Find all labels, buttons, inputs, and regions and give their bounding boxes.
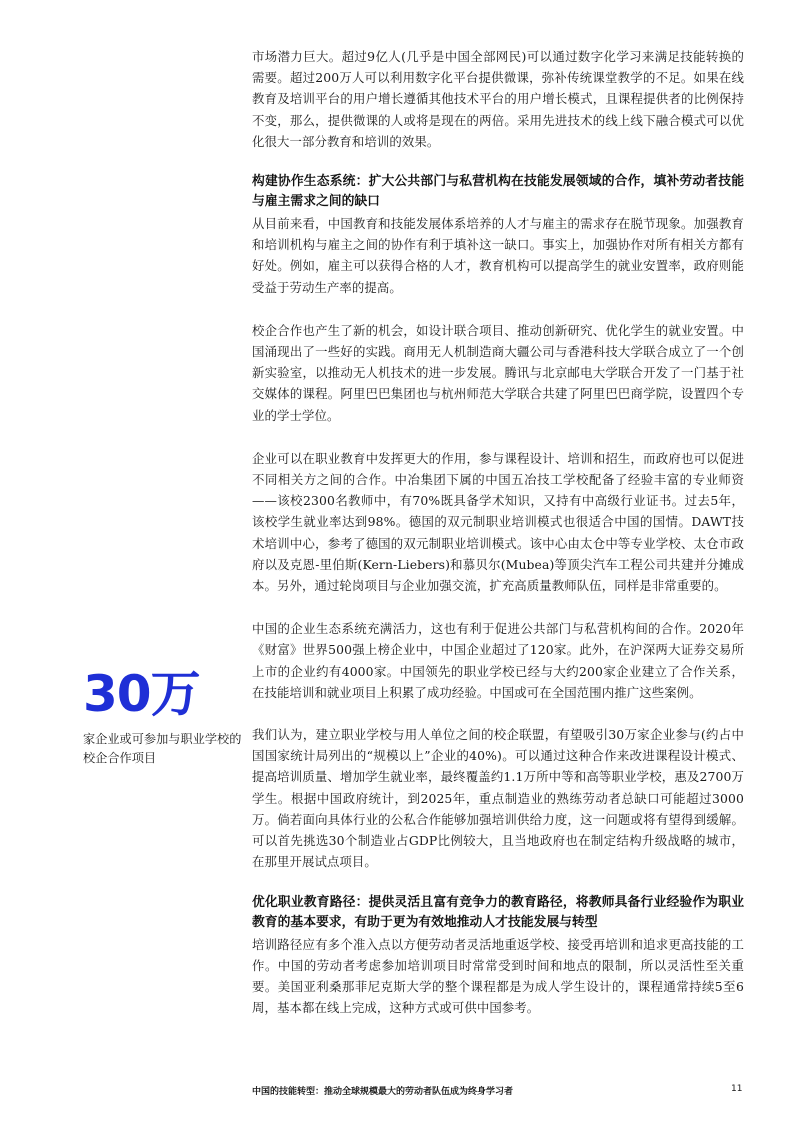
sidebar-stat-callout [83, 666, 243, 768]
main-text-column [252, 46, 744, 1018]
footer-page-number: 11 [731, 1084, 743, 1094]
paragraph-school-enterprise: 校企合作也产生了新的机会，如设计联合项目、推动创新研究、优化学生的就业安置。中国涌现出了一些好的实践。商用无人机制造商大疆公司与香港科技大学联合成立了一个创新实验室，以推动无人机技术的进一步发展。腾讯与北京邮电大学联合开发了一门基于社交媒体的课程。阿里巴巴集团也与杭州师范大学联合共建了阿里巴巴商学院，设置四个专业的学士学位。 [252, 322, 744, 423]
stat-caption: 家企业或可参加与职业学校的校企合作项目 [83, 732, 242, 765]
paragraph-enterprise-role: 企业可以在职业教育中发挥更大的作用，参与课程设计、培训和招生，而政府也可以促进不同相关方之间的合作。中冶集团下属的中国五冶技工学校配备了经验丰富的专业师资——该校2300名教师中，有70%既具备学术知识，又持有中高级行业证书。过去5年，该校学生就业率达到98%。德国的双元制职业培训模式也很适合中国的国情。DAWT技术培训中心，参考了德国的双元制职业培训模式。该中心由太仓中等专业学校、太仓市政府以及克恩-里伯斯(Kern-Liebers)和慕贝尔(Mubea)等顶尖汽车工程公司共建并分摊成本。另外，通过轮岗项目与企业加强交流，扩充高质量教师队伍，同样是非常重要的。 [252, 450, 744, 594]
paragraph-collaboration: 从目前来看，中国教育和技能发展体系培养的人才与雇主的需求存在脱节现象。加强教育和培训机构与雇主之间的协作有利于填补这一缺口。事实上，加强协作对所有相关方都有好处。例如，雇主可以获得合格的人才，教育机构可以提高学生的就业安置率，政府则能受益于劳动生产率的提高。 [252, 216, 744, 295]
paragraph-enterprise-ecosystem: 中国的企业生态系统充满活力，这也有利于促进公共部门与私营机构间的合作。2020年《财富》世界500强上榜企业中，中国企业超过了120家。此外，在沪深两大证券交易所上市的企业约有4000家。中国领先的职业学校已经与大约200家企业建立了合作关系，在技能培训和就业项目上积累了成功经验。中国或可在全国范围内推广这些案例。 [252, 621, 744, 700]
footer-report-title: 中国的技能转型：推动全球规模最大的劳动者队伍成为终身学习者 [252, 1087, 514, 1097]
paragraph-training-paths: 培训路径应有多个准入点以方便劳动者灵活地重返学校、接受再培训和追求更高技能的工作。中国的劳动者考虑参加培训项目时常常受到时间和地点的限制，所以灵活性至关重要。美国亚利桑那菲尼克斯大学的整个课程都是为成人学生设计的，课程通常持续5至6周，基本都在线上完成，这种方式或可供中国参考。 [252, 936, 744, 1016]
section-heading-ecosystem: 构建协作生态系统：扩大公共部门与私营机构在技能发展领域的合作，填补劳动者技能与雇主需求之间的缺口 [252, 174, 744, 210]
section-heading-pathways: 优化职业教育路径：提供灵活且富有竞争力的教育路径，将教师具备行业经验作为职业教育的基本要求，有助于更为有效地推动人才技能发展与转型 [252, 894, 744, 930]
stat-number: 30万 [83, 665, 200, 723]
paragraph-alliance: 我们认为，建立职业学校与用人单位之间的校企联盟，有望吸引30万家企业参与(约占中国国家统计局列出的“规模以上”企业的40%)。可以通过这种合作来改进课程设计模式、提高培训质量、增加学生就业率，最终覆盖约1.1万所中等和高等职业学校，惠及2700万学生。根据中国政府统计，到2025年，重点制造业的熟练劳动者总缺口可能超过3000万。倘若面向具体行业的公私合作能够加强培训供给力度，这一问题或将有望得到缓解。可以首先挑选30个制造业占GDP比例较大，且当地政府也在制定结构升级战略的城市，在那里开展试点项目。 [252, 727, 744, 870]
paragraph-market-potential: 市场潜力巨大。超过9亿人(几乎是中国全部网民)可以通过数字化学习来满足技能转换的需要。超过200万人可以利用数字化平台提供微课，弥补传统课堂教学的不足。如果在线教育及培训平台的用户增长遵循其他技术平台的用户增长模式，且课程提供者的比例保持不变，那么，提供微课的人或将是现在的两倍。采用先进技术的线上线下融合模式可以优化很大一部分教育和培训的效果。 [252, 49, 744, 149]
